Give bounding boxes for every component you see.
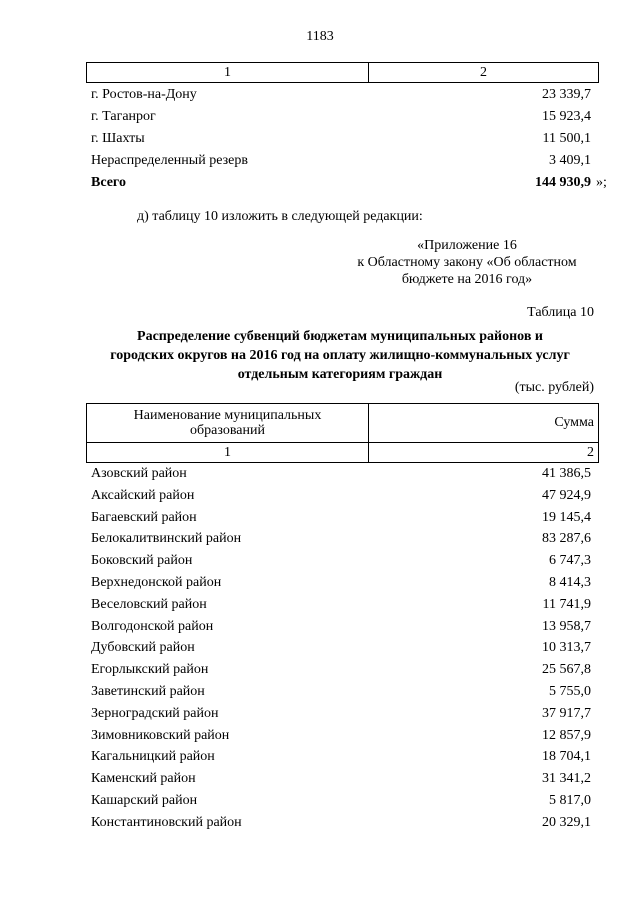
top-table-header [86, 62, 599, 83]
row-value: 19 145,4 [542, 509, 591, 525]
row-value: 31 341,2 [542, 771, 591, 787]
row-name: Белокалитвинский район [91, 531, 242, 547]
table-row [91, 528, 591, 550]
col2-number: 2 [587, 444, 594, 460]
table-row [91, 768, 591, 790]
row-name: Нераспределенный резерв [91, 153, 248, 168]
title-line3: отдельным категориям граждан [237, 367, 443, 382]
table-row [91, 550, 591, 572]
row-value: 18 704,1 [542, 749, 591, 765]
row-name: г. Шахты [91, 131, 145, 146]
row-value: 11 500,1 [542, 131, 591, 146]
top-table-row [91, 106, 591, 128]
table-row [91, 725, 591, 747]
row-value: 20 329,1 [542, 814, 591, 830]
top-table-row [91, 128, 591, 150]
row-value: 8 414,3 [549, 575, 591, 590]
title-line1: Распределение субвенций бюджетам муниципальных районов и [137, 329, 543, 344]
row-name: Дубовский район [91, 640, 195, 656]
table-row [91, 463, 591, 485]
row-value: 41 386,5 [542, 466, 591, 481]
row-name: Боковский район [91, 553, 193, 569]
table-row [91, 485, 591, 507]
row-name: Кагальницкий район [91, 749, 215, 765]
appendix-line1: «Приложение 16 [417, 238, 517, 253]
row-name: Кашарский район [91, 793, 198, 808]
row-value: 37 917,7 [542, 705, 591, 721]
top-table-col2-number: 2 [480, 64, 487, 80]
row-name: Егорлыкский район [91, 662, 209, 678]
table-row [91, 572, 591, 594]
units-label: (тыс. рублей) [514, 380, 594, 395]
row-name: Верхнедонской район [91, 575, 222, 590]
row-value: 5 817,0 [549, 793, 591, 808]
row-name: Заветинский район [91, 684, 205, 699]
table-row [91, 616, 591, 638]
row-value: 6 747,3 [549, 553, 591, 569]
row-value: 11 741,9 [542, 596, 591, 612]
appendix-line3: бюджете на 2016 год» [401, 272, 533, 287]
row-name: Зерноградский район [91, 705, 219, 721]
col1-header-line2: образований [190, 423, 265, 438]
col1-number: 1 [87, 443, 369, 462]
row-name: Волгодонской район [91, 618, 214, 634]
title-line2: городских округов на 2016 год на оплату жилищно-коммунальных услуг [110, 348, 570, 363]
table-row [91, 659, 591, 681]
row-value: 12 857,9 [542, 727, 591, 743]
row-name: Аксайский район [91, 487, 195, 503]
table-row [91, 594, 591, 616]
total-label: Всего [91, 175, 126, 190]
col1-header-line1: Наименование муниципальных [133, 408, 322, 423]
table-row [91, 746, 591, 768]
appendix-reference [340, 237, 594, 288]
row-value: 47 924,9 [542, 487, 591, 503]
row-name: Каменский район [91, 771, 196, 787]
row-value: 23 339,7 [542, 87, 591, 102]
table-row [91, 637, 591, 659]
row-value: 15 923,4 [542, 109, 591, 124]
row-value: 5 755,0 [549, 684, 591, 699]
table-row [91, 703, 591, 725]
row-value: 3 409,1 [549, 153, 591, 168]
appendix-line2: к Областному закону «Об областном [357, 255, 577, 270]
main-table-header [86, 403, 599, 443]
row-name: Зимовниковский район [91, 727, 230, 743]
top-table-col1-number: 1 [87, 63, 369, 82]
table-row [91, 812, 591, 834]
table-title [60, 327, 620, 384]
top-table-total-row [91, 172, 591, 194]
total-suffix: »; [596, 175, 607, 190]
row-name: Азовский район [91, 466, 187, 481]
table-row [91, 507, 591, 529]
row-value: 25 567,8 [542, 662, 591, 678]
table-row [91, 681, 591, 703]
table-label: Таблица 10 [527, 305, 594, 320]
row-name: г. Таганрог [91, 109, 156, 124]
row-name: Веселовский район [91, 596, 207, 612]
row-value: 83 287,6 [542, 531, 591, 547]
table-row [91, 790, 591, 812]
col2-header: Сумма [554, 415, 594, 430]
row-name: Константиновский район [91, 814, 242, 830]
row-value: 13 958,7 [542, 618, 591, 634]
row-name: Багаевский район [91, 509, 197, 525]
row-value: 10 313,7 [542, 640, 591, 656]
page-number: 1183 [306, 29, 334, 44]
col1-header [87, 404, 369, 442]
instruction-paragraph: д) таблицу 10 изложить в следующей редакции: [137, 209, 423, 224]
top-table-row [91, 84, 591, 106]
top-table-row [91, 150, 591, 172]
row-name: г. Ростов-на-Дону [91, 87, 197, 102]
total-value: 144 930,9 [535, 175, 591, 190]
main-table-number-row [86, 442, 599, 463]
